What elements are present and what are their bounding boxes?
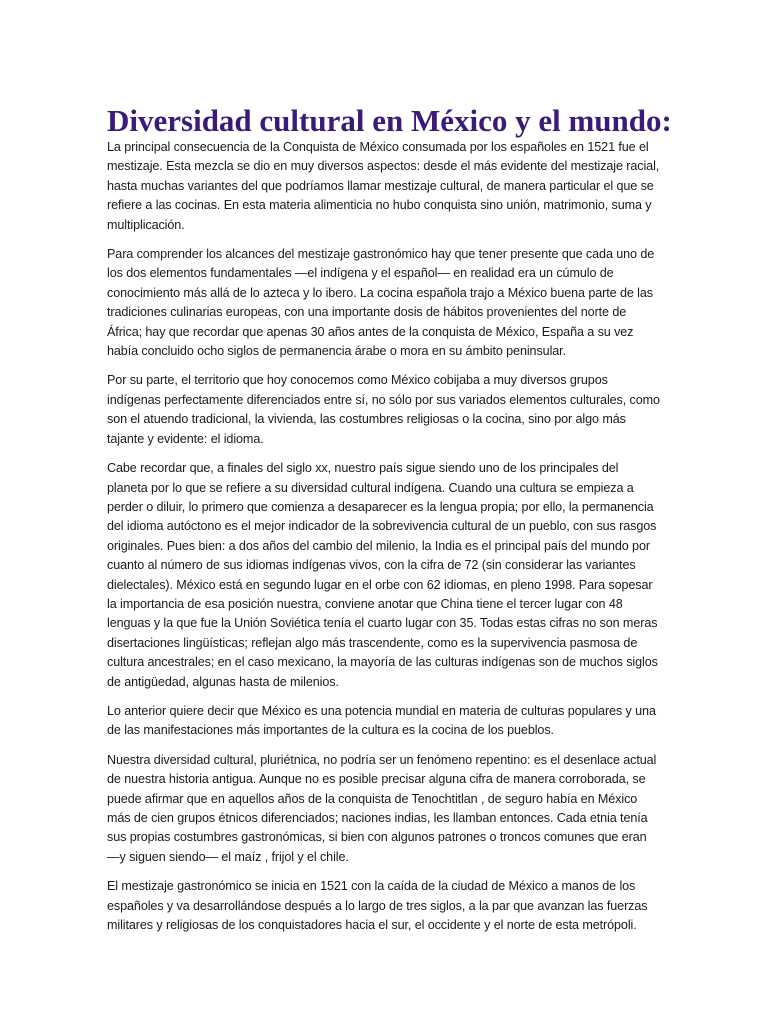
paragraph-5: Lo anterior quiere decir que México es una potencia mundial en materia de culturas populares y una de las manifestaciones más importantes de la cultura es la cocina de los pueblos. <box>107 703 656 738</box>
paragraph-3: Por su parte, el territorio que hoy conocemos como México cobijaba a muy diversos grupos indígenas perfectamente diferenciados entre sí, no sólo por sus variados elementos culturales, como son el atuendo tradicional, la vivienda, las costumbres religiosas o la cocina, sino por algo más tajante y evidente: el idioma. <box>107 373 660 446</box>
paragraph-4: Cabe recordar que, a finales del siglo xx, nuestro país sigue siendo uno de los principales del planeta por lo que se refiere a su diversidad cultural indígena. Cuando una cultura se empieza a perder o diluir, lo primero que comienza a desaparecer es la lengua propia; por ello, la permanencia del idioma autóctono es el mejor indicador de la sobrevivencia cultural de un pueblo, con sus rasgos originales. Pues bien: a dos años del cambio del milenio, la India es el principal país del mundo por cuanto al número de sus idiomas indígenas vivos, con la cifra de 72 (sin considerar las variantes dielectales). México está en segundo lugar en el orbe con 62 idiomas, en pleno 1998. Para sopesar la importancia de esa posición nuestra, conviene anotar que China tiene el tercer lugar con 48 lenguas y la que fue la Unión Soviética tenía el cuarto lugar con 35. Todas estas cifras no son meras disertaciones lingüísticas; reflejan algo más trascendente, como es la supervivencia pasmosa de cultura ancestrales; en el caso mexicano, la mayoría de las culturas indígenas son de muchos siglos de antigüedad, algunas hasta de milenios. <box>107 461 658 689</box>
paragraph-6: Nuestra diversidad cultural, pluriétnica, no podría ser un fenómeno repentino: es el desenlace actual de nuestra historia antigua. Aunque no es posible precisar alguna cifra de manera corroborada, se puede afirmar que en aquellos años de la conquista de Tenochtitlan , de seguro había en México más de cien grupos étnicos diferenciados; naciones indias, les llamban entonces. Cada etnia tenía sus propias costumbres gastronómicas, si bien con algunos patrones o troncos comunes que eran —y siguen siendo— el maíz , frijol y el chile. <box>107 752 657 864</box>
document-page <box>107 103 672 945</box>
paragraph-7: El mestizaje gastronómico se inicia en 1521 con la caída de la ciudad de México a manos de los españoles y va desarrollándose después a lo largo de tres siglos, a la par que avanzan las fuerzas militares y religiosas de los conquistadores hacia el sur, el occidente y el norte de esta metrópoli. <box>107 879 648 933</box>
paragraph-1: La principal consecuencia de la Conquista de México consumada por los españoles en 1521 fue el mestizaje. Esta mezcla se dio en muy diversos aspectos: desde el más evidente del mestizaje racial, hasta muchas variantes del que podríamos llamar mestizaje cultural, de manera particular el que se refiere a las cocinas. En esta materia alimenticia no hubo conquista sino unión, matrimonio, suma y multiplicación. <box>107 140 660 232</box>
document-title: Diversidad cultural en México y el mundo: <box>107 103 672 138</box>
paragraph-2: Para comprender los alcances del mestizaje gastronómico hay que tener presente que cada uno de los dos elementos fundamentales —el indígena y el español— en realidad era un cúmulo de conocimiento más allá de lo azteca y lo ibero. La cocina española trajo a México buena parte de las tradiciones culinarias europeas, con una importante dosis de hábitos provenientes del norte de África; hay que recordar que apenas 30 años antes de la conquista de México, España a su vez había concluido ocho siglos de permanencia árabe o mora en su ámbito peninsular. <box>107 247 655 359</box>
